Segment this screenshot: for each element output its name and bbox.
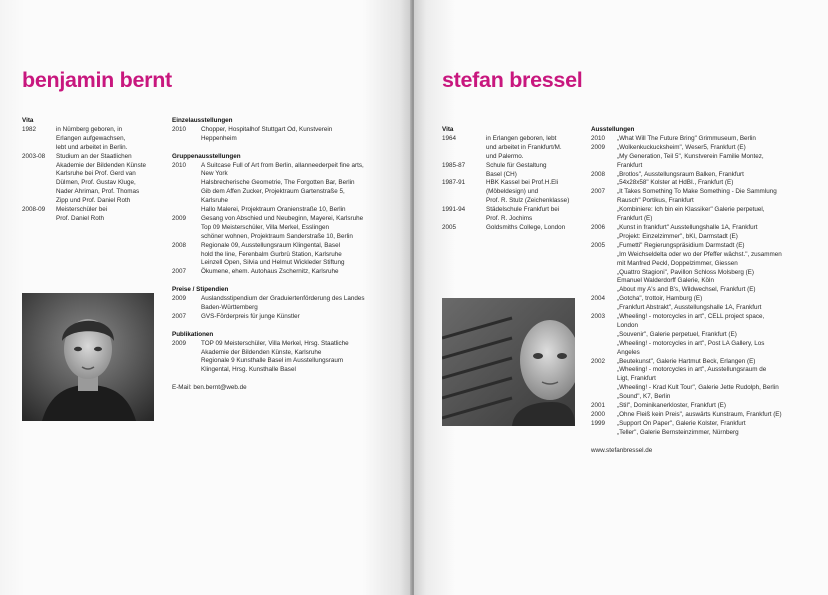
vita-section <box>442 126 582 233</box>
entry-year: 2007 <box>591 188 606 196</box>
entry-text <box>201 295 390 313</box>
entry-line: A Suitcase Full of Art from Berlin, allanneederpeit fine arts, <box>201 161 364 169</box>
entry-year: 2004 <box>591 295 606 303</box>
cv-entry <box>172 215 390 242</box>
entry-text <box>201 215 390 242</box>
cv-entry <box>442 135 582 162</box>
entry-line: „What Will The Future Bring" Grimmuseum, Berlin <box>617 134 756 142</box>
entry-line: London <box>617 321 639 329</box>
entry-year: 2010 <box>172 161 187 169</box>
entry-line: „Souvenir", Galerie perpetuel, Frankfurt (E) <box>617 330 737 338</box>
entry-text <box>617 188 813 224</box>
cv-section <box>22 117 162 224</box>
entry-line: New York <box>201 170 228 178</box>
entry-text <box>486 135 582 162</box>
entry-text <box>201 162 390 215</box>
entry-text <box>201 126 390 144</box>
entry-line: „It Takes Something To Make Something - Die Sammlung <box>617 188 777 196</box>
entry-line: Studium an der Staatlichen <box>56 152 132 160</box>
artist-name: stefan bressel <box>442 68 583 92</box>
entry-line: Städelschule Frankfurt bei <box>486 206 560 214</box>
entry-line: „Frankfurt Abstrakt", Ausstellungshalle 1A, Frankfurt <box>617 304 762 312</box>
entry-text <box>617 358 813 403</box>
entry-line: Schule für Gestaltung <box>486 161 547 169</box>
entry-line: Akademie der Bildenden Künste, Karlsruhe <box>201 348 322 356</box>
entry-line: Heppenheim <box>201 134 237 142</box>
cv-entry <box>591 171 813 189</box>
entry-line: in Erlangen geboren, lebt <box>486 134 557 142</box>
entry-line: „Kunst in frankfurt" Ausstellungshalle 1A, Frankfurt <box>617 223 758 231</box>
entry-line: „Wheeling! - motorcycles in art", Ausstellungsraum de <box>617 366 767 374</box>
cv-entry <box>172 126 390 144</box>
entry-line: „Brotlos", Ausstellungsraum Balken, Frankfurt <box>617 170 744 178</box>
cv-section <box>172 286 390 322</box>
cv-entry <box>172 295 390 313</box>
entry-line: „About my A's and B's, Wildwechsel, Frankfurt (E) <box>617 286 756 294</box>
entry-line: HBK Kassel bei Prof.H.Eli <box>486 179 559 187</box>
cv-entry <box>442 162 582 180</box>
entry-year: 2003 <box>591 313 606 321</box>
entry-line: Rausch" Portikus, Frankfurt <box>617 197 694 205</box>
email-contact: E-Mail: ben.bernt@web.de <box>172 384 247 392</box>
entry-line: Karlsruhe <box>201 197 228 205</box>
cv-entry <box>591 144 813 171</box>
cv-entry <box>591 135 813 144</box>
cv-entry <box>172 340 390 376</box>
cv-entry <box>172 313 390 322</box>
cv-entry <box>442 179 582 206</box>
cv-entry <box>442 206 582 224</box>
portrait-photo-image <box>442 298 575 426</box>
entry-line: Zipp und Prof. Daniel Roth <box>56 197 131 205</box>
entry-text <box>617 135 813 144</box>
entry-line: Klingental, Hrsg. Kunsthalle Basel <box>201 366 296 374</box>
artist-portrait-photo <box>22 293 154 421</box>
cv-entry <box>22 126 162 153</box>
entry-line: Erlangen aufgewachsen, <box>56 134 126 142</box>
entry-line: „Beutekunst", Galerie Hartmut Beck, Erlangen (E) <box>617 357 756 365</box>
entry-text <box>617 224 813 242</box>
entry-year: 2008 <box>591 170 606 178</box>
entry-year: 2006 <box>591 223 606 231</box>
entry-text <box>201 313 390 322</box>
entry-line: „Teller", Galerie Bernsteinzimmer, Nürnberg <box>617 428 739 436</box>
entry-year: 1982 <box>22 125 37 133</box>
section-heading: Preise / Stipendien <box>172 286 229 294</box>
left-page <box>0 0 412 595</box>
website-link: www.stefanbressel.de <box>591 446 653 454</box>
entry-text <box>486 224 582 233</box>
entry-year: 2005 <box>591 241 606 249</box>
cv-section <box>172 117 390 144</box>
cv-entry <box>591 295 813 313</box>
entry-year: 1991-94 <box>442 206 466 214</box>
entry-text <box>617 295 813 313</box>
entry-line: und arbeitet in Frankfurt/M. <box>486 143 562 151</box>
cv-entry <box>172 268 390 277</box>
entry-year: 1964 <box>442 134 457 142</box>
entry-text <box>617 144 813 171</box>
entry-line: hold the line, Ferenbalm Gurbrü Station, Karlsruhe <box>201 250 342 258</box>
entry-year: 1999 <box>591 419 606 427</box>
entry-line: Hallo Malerei, Projektraum Oranienstraße 10, Berlin <box>201 206 346 214</box>
entry-year: 1985-87 <box>442 161 466 169</box>
section-heading: Vita <box>442 126 454 133</box>
entry-line: Prof. R. Stulz (Zeichenklasse) <box>486 197 570 205</box>
entry-year: 2007 <box>172 268 187 276</box>
entry-line: GVS-Förderpreis für junge Künstler <box>201 312 300 320</box>
entry-text <box>56 126 162 153</box>
entry-line: Baden-Württemberg <box>201 304 258 311</box>
entry-line: lebt und arbeitet in Berlin. <box>56 143 128 151</box>
portrait-photo-image <box>22 293 154 421</box>
entry-line: Prof. Daniel Roth <box>56 214 104 222</box>
section-heading: Ausstellungen <box>591 126 635 133</box>
entry-year: 2008-09 <box>22 206 46 214</box>
entry-line: „Ohne Fleiß kein Preis", auswärts Kunstraum, Frankfurt (E) <box>617 411 782 418</box>
entry-line: „Wheeling! - motorcycles in art", Post LA Gallery, Los <box>617 339 765 347</box>
entry-line: „Quattro Stagioni", Pavillon Schloss Molsberg (E) <box>617 268 754 276</box>
entry-line: Akademie der Bildenden Künste <box>56 161 146 169</box>
entry-line: „Wheeling! - Krad Kult Tour", Galerie Jette Rudolph, Berlin <box>617 384 779 392</box>
entry-line: „Wolkenkuckucksheim", Weser5, Frankfurt (E) <box>617 143 746 151</box>
entry-text <box>486 206 582 224</box>
entry-line: Prof. R. Jochims <box>486 215 533 223</box>
entry-year: 2009 <box>591 143 606 151</box>
entry-line: Basel (CH) <box>486 170 517 178</box>
entry-year: 2009 <box>172 214 187 222</box>
entry-line: „Support On Paper", Galerie Kolster, Frankfurt <box>617 419 746 427</box>
exhibitions-column <box>172 117 390 393</box>
entry-line: schöner wohnen, Projektraum Sanderstraße 10, Berlin <box>201 232 353 240</box>
entry-year: 2005 <box>442 223 457 231</box>
cv-entry <box>591 411 813 420</box>
entry-line: Regionale 09, Ausstellungsraum Klingental, Basel <box>201 241 340 249</box>
section-heading: Einzelausstellungen <box>172 117 233 124</box>
entry-line: „54x28x58" Kolster at HdBI., Frankfurt (E) <box>617 179 734 187</box>
entry-text <box>617 411 813 420</box>
cv-entry <box>22 206 162 224</box>
entry-year: 2010 <box>172 125 187 133</box>
entry-line: Regionale 9 Kunsthalle Basel im Ausstellungsraum <box>201 357 344 365</box>
entry-line: mit Manfred Peckl, Doppelzimmer, Giessen <box>617 259 738 267</box>
entry-line: Ökumene, ehem. Autohaus Zschernitz, Karlsruhe <box>201 268 339 276</box>
entry-line: Auslandsstipendium der Graduiertenförderung des Landes <box>201 295 365 303</box>
entry-text <box>617 242 813 295</box>
artist-name: benjamin bernt <box>22 68 172 92</box>
entry-text <box>201 340 390 376</box>
section-heading: Publikationen <box>172 330 214 338</box>
cv-entry <box>172 162 390 215</box>
vita-section <box>22 117 162 224</box>
entry-line: Top 09 Meisterschüler, Villa Merkel, Esslingen <box>201 223 329 231</box>
cv-entry <box>591 242 813 295</box>
artist-portrait-photo <box>442 298 575 426</box>
entry-text <box>617 171 813 189</box>
entry-line: Goldsmiths College, London <box>486 223 566 231</box>
entry-year: 1987-91 <box>442 179 466 187</box>
entry-line: Meisterschüler bei <box>56 206 108 214</box>
entry-year: 2009 <box>172 339 187 347</box>
entry-line: Gesang von Abschied und Neubeginn, Mayerei, Karlsruhe <box>201 214 364 222</box>
cv-entry <box>591 402 813 411</box>
entry-line: „Fumetti" Regierungspräsidium Darmstadt (E) <box>617 241 745 249</box>
entry-line: Gib dem Affen Zucker, Projektraum Gartenstraße 5, <box>201 188 345 196</box>
entry-line: „Gotcha", trottoir, Hamburg (E) <box>617 295 703 303</box>
cv-entry <box>172 242 390 269</box>
entry-year: 2010 <box>591 134 606 142</box>
entry-text <box>201 268 390 277</box>
entry-year: 2009 <box>172 295 187 303</box>
entry-line: „Wheeling! - motorcycles in art", CELL project space, <box>617 313 765 321</box>
entry-text <box>56 206 162 224</box>
section-heading: Gruppenausstellungen <box>172 152 241 160</box>
cv-entry <box>591 188 813 224</box>
cv-section <box>442 126 582 233</box>
entry-line: „Stil", Dominikanerkloster, Frankfurt (E) <box>617 402 726 410</box>
entry-text <box>486 162 582 180</box>
entry-text <box>201 242 390 269</box>
entry-text <box>617 402 813 411</box>
entry-line: (Möbeldesign) und <box>486 188 539 196</box>
entry-text <box>486 179 582 206</box>
entry-text <box>56 153 162 206</box>
cv-entry <box>591 420 813 438</box>
entry-line: Dülmen, Prof. Gustav Kluge, <box>56 179 136 187</box>
entry-line: „My Generation, Teil 5", Kunstverein Familie Montez, <box>617 152 764 160</box>
entry-line: „Sound", K7, Berlin <box>617 393 671 401</box>
entry-year: 2001 <box>591 402 606 410</box>
cv-section <box>172 331 390 376</box>
entry-line: Karlsruhe bei Prof. Gerd van <box>56 170 136 178</box>
cv-entry <box>22 153 162 206</box>
entry-year: 2003-08 <box>22 152 46 160</box>
entry-line: Angeles <box>617 348 640 356</box>
entry-line: Ligt, Frankfurt <box>617 375 656 383</box>
entry-year: 2002 <box>591 357 606 365</box>
cv-entry <box>591 224 813 242</box>
cv-entry <box>442 224 582 233</box>
entry-line: TOP 09 Meisterschüler, Villa Merkel, Hrsg. Staatliche <box>201 339 349 347</box>
entry-line: „Projekt: Einzelzimmer", bKI, Darmstadt (E) <box>617 232 738 240</box>
entry-line: in Nürnberg geboren, in <box>56 125 123 133</box>
entry-year: 2000 <box>591 411 606 418</box>
cv-entry <box>591 358 813 403</box>
entry-line: „Kombiniere: Ich bin ein Klassiker" Galerie perpetuel, <box>617 206 765 214</box>
section-heading: Vita <box>22 117 34 124</box>
entry-line: Frankfurt <box>617 161 643 169</box>
entry-line: Leinzell Open, Silvia und Helmut Wickleder Stiftung <box>201 259 345 267</box>
entry-line: Nader Ahriman, Prof. Thomas <box>56 188 140 196</box>
entry-year: 2008 <box>172 241 187 249</box>
entry-year: 2007 <box>172 312 187 320</box>
entry-line: und Palermo. <box>486 152 524 160</box>
entry-line: Chopper, Hospitalhof Stuttgart Od, Kunstverein <box>201 125 333 133</box>
cv-entry <box>591 313 813 358</box>
entry-line: Frankfurt (E) <box>617 215 653 223</box>
exhibitions-column <box>591 126 813 456</box>
right-page <box>414 0 828 595</box>
cv-section <box>172 153 390 278</box>
entry-text <box>617 420 813 438</box>
cv-section <box>591 126 813 438</box>
entry-line: „Im Weichseldelta oder wo der Pfeffer wächst.", zusammen <box>617 250 782 258</box>
entry-line: Halsbrecherische Geometrie, The Forgotten Bar, Berlin <box>201 179 355 187</box>
entry-line: Emanuel Walderdorff Galerie, Köln <box>617 277 714 285</box>
entry-text <box>617 313 813 358</box>
